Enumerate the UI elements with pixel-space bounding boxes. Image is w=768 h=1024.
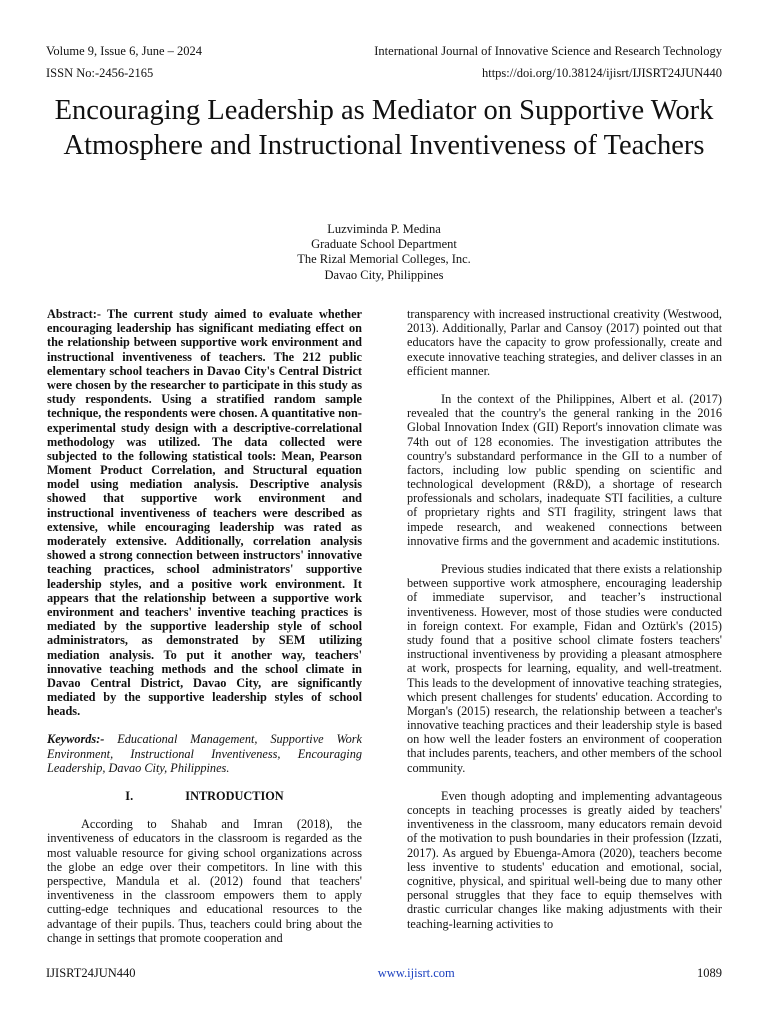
even-though-paragraph: Even though adopting and implementing advantageous concepts in teaching processes is greatly aided by teachers' inventiveness in the classroom, many educators remain devoid of the motivation to push boundaries in their profession (Izzati, 2017). As argued by Ebuenga-Amora (2020), teachers become less inventive to students' education and emotional, social, cognitive, physical, and spiritual well-being due to many other personal struggles that they face to equip themselves with drastic curricular changes like making adjustments with their teaching-learning activities to xyxy=(407,788,722,931)
author-block xyxy=(0,222,768,283)
journal-name: International Journal of Innovative Science and Research Technology xyxy=(374,44,722,58)
journal-website-link[interactable]: www.ijisrt.com xyxy=(377,966,455,980)
running-header-bottom xyxy=(46,66,722,81)
paper-title: Encouraging Leadership as Mediator on Supportive Work Atmosphere and Instructional Inventiveness of Teachers xyxy=(54,95,714,161)
paper-code: IJISRT24JUN440 xyxy=(46,966,136,980)
abstract: Abstract:- The current study aimed to evaluate whether encouraging leadership has significant mediating effect on the relationship between supportive work environment and instructional inventiveness of teachers. The 212 public elementary school teachers in Davao City's Central District were chosen by the researcher to participate in this study as study respondents. Using a stratified random sample technique, the respondents were chosen. A quantitative non-experimental study design with a descriptive-correlational methodology was utilized. The data collected were subjected to the following statistical tools: Mean, Pearson Moment Product Correlation, and Structural equation model using mediation analysis. Descriptive analysis showed that supportive work environment and instructional inventiveness of teachers were described as extensive, while encouraging leadership was rated as moderately extensive. Additionally, correlation analysis showed a strong connection between instructors' innovative teaching practices, school administrators' supportive leadership styles, and a positive work environment. It appears that the relationship between a supportive work environment and teachers' inventive teaching practices is mediated by the supportive leadership style of school administrators, as demonstrated by SEM utilizing mediation analysis. To put it another way, teachers' innovative teaching methods and the school climate in Davao Central District, Davao City, are significantly mediated by the supportive leadership styles of school heads. xyxy=(47,307,362,719)
page-number: 1089 xyxy=(696,966,722,980)
philippines-paragraph: In the context of the Philippines, Albert et al. (2017) revealed that the country's the general ranking in the 2016 Global Innovation Index (GII) Report's innovation climate was 74th out of 128 economies. The investigation attributes the country's substandard performance in the GII to a number of factors, including low public spending on scientific and technological development (R&D), a shortage of research professionals and scholars, inadequate STI facilities, a culture of proprietary rights and STI fragility, stringent laws that impede research, and weakened connections between innovative firms and the government and academic institutions. xyxy=(407,391,722,548)
page-footer xyxy=(46,966,722,981)
section-number: I. xyxy=(125,789,134,803)
keywords xyxy=(47,732,362,775)
author-institution: The Rizal Memorial Colleges, Inc. xyxy=(297,252,471,267)
right-column xyxy=(407,307,722,931)
left-column xyxy=(47,307,362,945)
keywords-label: Keywords:- xyxy=(47,732,105,747)
keywords-text: Educational Management, Supportive Work Environment, Instructional Inventiveness, Encouraging Leadership, Davao City, Philippines. xyxy=(47,732,362,775)
running-header-top xyxy=(46,44,722,59)
section-title: INTRODUCTION xyxy=(185,789,284,803)
doi-link[interactable]: https://doi.org/10.38124/ijisrt/IJISRT24JUN440 xyxy=(481,66,722,80)
intro-paragraph-1-continued: transparency with increased instructional creativity (Westwood, 2013). Additionally, Parlar and Cansoy (2017) pointed out that educators have the capacity to grow professionally, create and execute innovative teaching strategies, and deliver classes in an efficient manner. xyxy=(407,307,722,378)
author-name: Luzviminda P. Medina xyxy=(327,222,441,236)
author-location: Davao City, Philippines xyxy=(324,267,444,282)
issn: ISSN No:-2456-2165 xyxy=(46,66,154,80)
volume-info: Volume 9, Issue 6, June – 2024 xyxy=(46,44,203,58)
previous-studies-paragraph: Previous studies indicated that there exists a relationship between supportive work atmosphere, encouraging leadership of immediate supervisor, and teacher’s instructional inventiveness. However, most of those studies were conducted in foreign context. For example, Fidan and Oztürk's (2015) study found that a positive school climate fosters teachers' instructional inventiveness by providing a pleasant atmosphere at work, prospects for learning, equality, and well-treatment. This leads to the development of innovative teaching strategies, which present challenges for students' education. According to Morgan's (2015) research, the relationship between a teacher's innovative teaching practices and their leadership style is based on how well the leader fosters an environment of cooperation that includes parents, teachers, and other members of the school community. xyxy=(407,562,722,775)
intro-paragraph-1: According to Shahab and Imran (2018), the inventiveness of educators in the classroom is regarded as the most valuable resource for giving school organizations across the globe an edge over their competitors. In line with this perspective, Mandula et al. (2012) found that teachers' inventiveness in the classroom empowers them to apply cutting-edge techniques and educational resources to the advantage of their pupils. Thus, teachers could bring about the change in settings that promote cooperation and xyxy=(47,817,362,945)
section-heading-introduction xyxy=(47,789,362,803)
author-department: Graduate School Department xyxy=(311,237,457,252)
